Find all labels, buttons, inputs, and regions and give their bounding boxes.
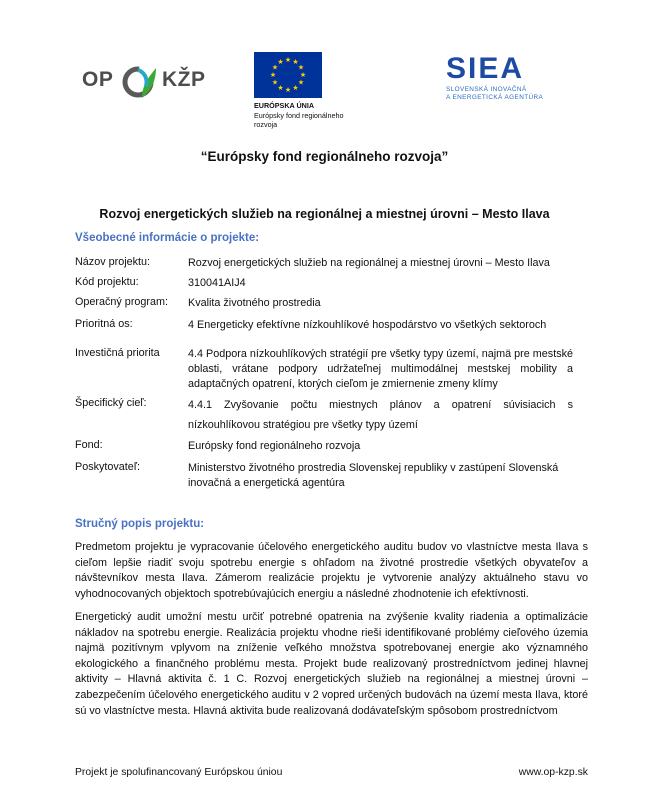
info-value: Rozvoj energetických služieb na regionálnej a miestnej úrovni – Mesto Ilava bbox=[188, 257, 550, 269]
eu-caption bbox=[254, 101, 344, 130]
info-label: Operačný program: bbox=[75, 296, 169, 308]
svg-text:★: ★ bbox=[284, 86, 292, 94]
siea-subtitle-line2: A ENERGETICKÁ AGENTÚRA bbox=[446, 94, 544, 101]
info-label: Fond: bbox=[75, 439, 103, 451]
general-info-heading: Všeobecné informácie o projekte: bbox=[75, 232, 260, 244]
info-value: 4.4 Podpora nízkouhlíkových stratégií pre všetky typy území, najmä pre mestské oblasti, vrátane podpory udržateľnej multimodálnej mestskej mobility a adaptačných opatrení, ktorých cieľom je zmiernenie zmeny klímy bbox=[188, 348, 573, 390]
leaf-icon bbox=[120, 62, 160, 102]
siea-subtitle bbox=[446, 86, 543, 102]
info-label: Poskytovateľ: bbox=[75, 461, 140, 473]
info-value: 4.4.1 Zvyšovanie počtu miestnych plánov a opatrení súvisiacich s nízkouhlíkovou stratégiou pre všetky typy území bbox=[188, 399, 573, 431]
svg-text:★: ★ bbox=[277, 84, 284, 92]
svg-text:★: ★ bbox=[297, 78, 305, 87]
info-value: 4 Energeticky efektívne nízkouhlíkové hospodárstvo vo všetkých sektoroch bbox=[188, 319, 547, 331]
eu-logo bbox=[254, 52, 344, 130]
info-label: Špecifický cieľ: bbox=[75, 397, 147, 409]
svg-text:★: ★ bbox=[271, 78, 279, 87]
fund-title: “Európsky fond regionálneho rozvoja” bbox=[200, 149, 449, 164]
description-paragraph-1: Predmetom projektu je vypracovanie účelového energetického auditu budov vo vlastníctve mesta Ilava s cieľom lepšie riadiť svoju spotrebu energie s ohľadom na životné prostredie všetkých obyvateľov a návštevníkov mesta Ilava. Zámerom realizácie projektu je vytvorenie analýzy aktuálneho stavu vo vyhodnocovaných objektoch spotrebúvajúcich energiu a následné zhodnotenie ich efektívnosti. bbox=[75, 541, 588, 600]
svg-text:★: ★ bbox=[292, 58, 299, 66]
logo-bar bbox=[0, 52, 649, 142]
info-value: Európsky fond regionálneho rozvoja bbox=[188, 440, 361, 452]
eu-stars-icon bbox=[254, 52, 322, 98]
siea-wordmark: SIEA bbox=[446, 52, 525, 85]
svg-text:★: ★ bbox=[292, 84, 299, 92]
info-label: Názov projektu: bbox=[75, 256, 151, 268]
svg-text:★: ★ bbox=[271, 63, 279, 72]
op-kzp-logo-left: OP bbox=[82, 68, 114, 91]
info-value: Ministerstvo životného prostredia Slovenskej republiky v zastúpení Slovenská inovačná a energetická agentúra bbox=[188, 462, 559, 489]
op-kzp-logo-right: KŽP bbox=[162, 68, 206, 91]
eu-caption-line2: Európsky fond regionálneho bbox=[254, 110, 344, 120]
info-label: Prioritná os: bbox=[75, 318, 133, 330]
description-heading: Stručný popis projektu: bbox=[75, 518, 205, 530]
project-title: Rozvoj energetických služieb na regionálnej a miestnej úrovni – Mesto Ilava bbox=[99, 207, 550, 221]
svg-text:★: ★ bbox=[284, 56, 292, 64]
svg-text:★: ★ bbox=[299, 71, 307, 79]
eu-caption-line1: EURÓPSKA ÚNIA bbox=[254, 101, 315, 110]
footer-cofinanced-text: Projekt je spolufinancovaný Európskou úniou bbox=[75, 767, 283, 778]
info-label: Investičná priorita bbox=[75, 347, 160, 359]
siea-logo bbox=[446, 54, 543, 102]
svg-text:★: ★ bbox=[269, 71, 277, 79]
info-label: Kód projektu: bbox=[75, 276, 139, 288]
eu-flag-icon bbox=[254, 52, 322, 98]
info-value: 310041AIJ4 bbox=[188, 277, 246, 289]
svg-text:★: ★ bbox=[277, 58, 284, 66]
svg-text:★: ★ bbox=[297, 63, 305, 72]
description-paragraph-2: Energetický audit umožní mestu určiť potrebné opatrenia na zvýšenie kvality riadenia a optimalizácie nákladov na spotrebu energie. Realizácia projektu vhodne rieši identifikované problémy cieľového územia najmä pozitívnym vplyvom na zníženie veľkého množstva spotrebovanej energie ako významného ekologického a finančného problému mesta. Projekt bude realizovaný prostredníctvom jedinej hlavnej aktivity – Hlavná aktivita č. 1 C. Rozvoj energetických služieb na regionálnej a miestnej úrovni – zabezpečením účelového energetického auditu v 2 vopred určených budovách na území mesta Ilava, ktoré sú vo vlastníctve mesta. Hlavná aktivita bude realizovaná dodávateľským spôsobom prostredníctvom bbox=[75, 611, 588, 717]
footer-website-link[interactable]: www.op-kzp.sk bbox=[518, 767, 588, 778]
eu-caption-line3: rozvoja bbox=[254, 120, 278, 129]
info-value: Kvalita životného prostredia bbox=[188, 297, 321, 309]
siea-subtitle-line1: SLOVENSKÁ INOVAČNÁ bbox=[446, 86, 527, 93]
